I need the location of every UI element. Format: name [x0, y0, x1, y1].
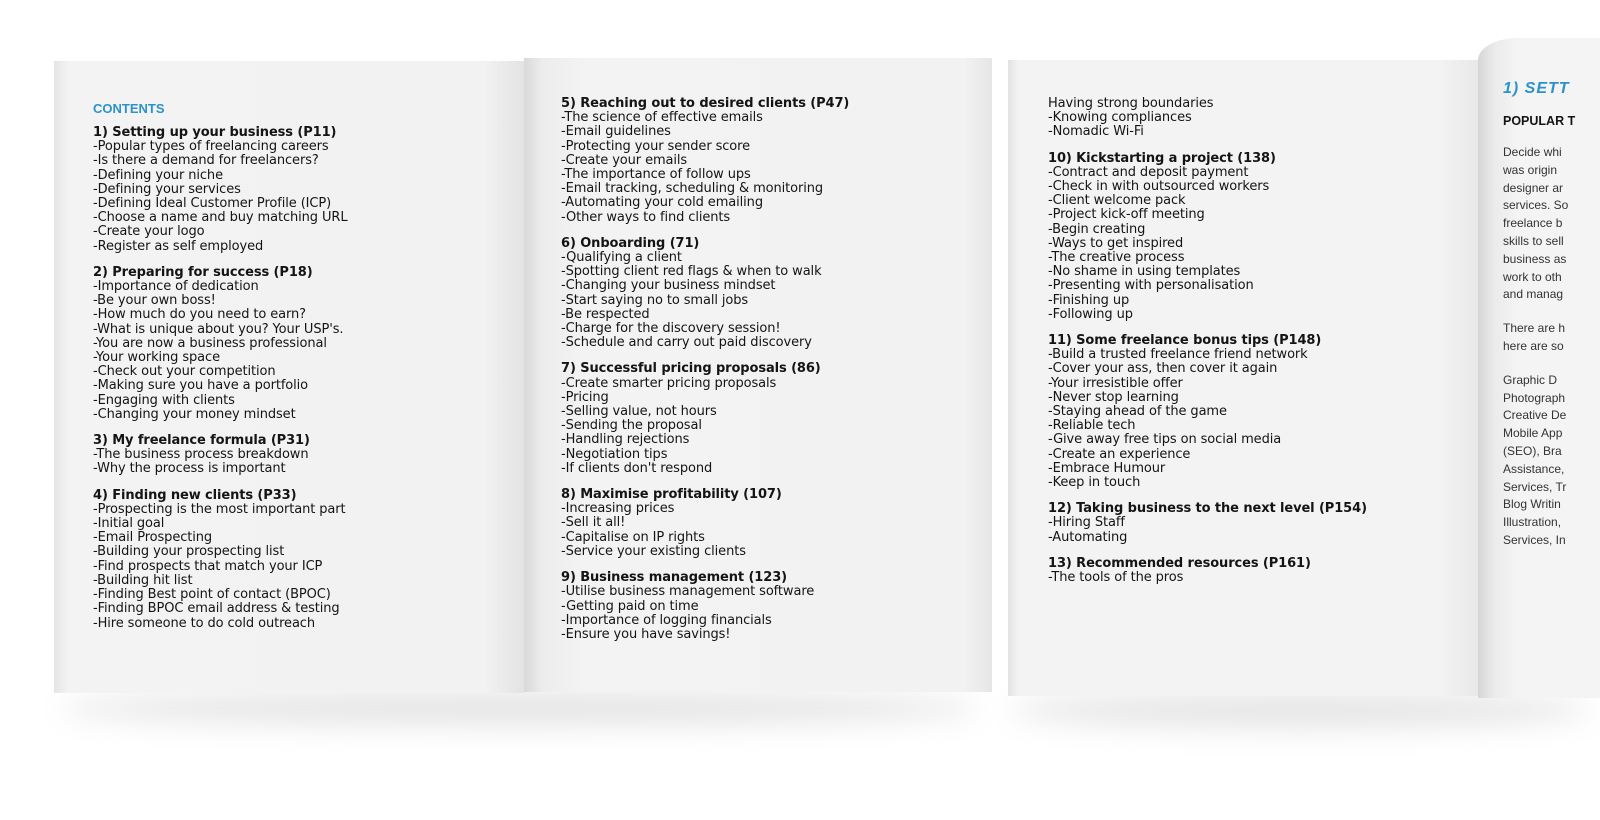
- toc-item: -Email guidelines: [561, 124, 671, 140]
- toc-item: -Importance of logging financials: [561, 612, 772, 628]
- toc-item: -Finishing up: [1048, 292, 1130, 308]
- chapter-paragraph: [1503, 144, 1575, 304]
- chapter-text-column: [1503, 80, 1575, 550]
- toc-item: Having strong boundaries: [1048, 96, 1214, 111]
- toc-item: -Email Prospecting: [93, 530, 213, 546]
- paragraph-line: Graphic D: [1503, 372, 1558, 387]
- toc-item: -Handling rejections: [561, 432, 690, 448]
- toc-item: -No shame in using templates: [1048, 264, 1241, 280]
- toc-item: -Give away free tips on social media: [1048, 432, 1282, 448]
- toc-item: -Hiring Staff: [1048, 515, 1125, 531]
- toc-item: -Check out your competition: [93, 364, 276, 380]
- toc-item: -Cover your ass, then cover it again: [1048, 361, 1278, 377]
- toc-item: -Email tracking, scheduling & monitoring: [561, 181, 824, 197]
- paragraph-line: work to oth: [1503, 269, 1562, 284]
- paragraph-line: here are so: [1503, 338, 1564, 353]
- section-heading: 10) Kickstarting a project (138): [1048, 150, 1276, 166]
- toc-item: -Is there a demand for freelancers?: [93, 153, 319, 169]
- toc-item: -Initial goal: [93, 516, 165, 532]
- paragraph-line: business as: [1503, 251, 1567, 266]
- toc-item: -Sending the proposal: [561, 418, 702, 434]
- chapter-page-cropped: [1478, 38, 1600, 698]
- paragraph-line: freelance b: [1503, 216, 1563, 231]
- toc-item: -Building hit list: [93, 572, 193, 588]
- toc-item: -The tools of the pros: [1048, 570, 1184, 586]
- toc-item: -Qualifying a client: [561, 250, 682, 266]
- toc-item: -Defining your services: [93, 181, 241, 197]
- toc-page-continued: [1008, 60, 1478, 696]
- section-gap: [1048, 140, 1367, 152]
- toc-item: -Getting paid on time: [561, 598, 699, 614]
- toc-item: -Defining Ideal Customer Profile (ICP): [93, 196, 332, 212]
- toc-item: -Automating your cold emailing: [561, 195, 763, 211]
- toc-item: -Hire someone to do cold outreach: [93, 615, 315, 631]
- toc-item: -Knowing compliances: [1048, 110, 1192, 126]
- toc-item: -If clients don't respond: [561, 460, 713, 476]
- toc-item: -Embrace Humour: [1048, 460, 1166, 476]
- toc-item: -Reliable tech: [1048, 418, 1136, 434]
- toc-item: -Staying ahead of the game: [1048, 404, 1227, 420]
- toc-item: -Protecting your sender score: [561, 138, 751, 154]
- toc-item: -Finding BPOC email address & testing: [93, 601, 340, 617]
- contents-label: CONTENTS: [93, 101, 165, 116]
- section-heading: 13) Recommended resources (P161): [1048, 555, 1311, 571]
- section-heading: 12) Taking business to the next level (P154): [1048, 501, 1367, 517]
- toc-item: -You are now a business professional: [93, 335, 327, 351]
- toc-item: -Ensure you have savings!: [561, 626, 731, 642]
- section-heading: 6) Onboarding (71): [561, 235, 700, 251]
- toc-item: -Contract and deposit payment: [1048, 164, 1249, 180]
- paragraph-line: designer ar: [1503, 180, 1564, 195]
- section-heading: 4) Finding new clients (P33): [93, 487, 297, 503]
- toc-item: -Following up: [1048, 306, 1133, 322]
- section-heading: 11) Some freelance bonus tips (P148): [1048, 333, 1322, 349]
- toc-item: -Ways to get inspired: [1048, 235, 1184, 251]
- chapter-heading: 1) SETT: [1503, 80, 1570, 97]
- toc-item: -Begin creating: [1048, 221, 1146, 237]
- toc-item: -Your working space: [93, 350, 220, 366]
- toc-item: -Pricing: [561, 389, 609, 405]
- paragraph-line: There are h: [1503, 321, 1566, 336]
- toc-item: -Nomadic Wi-Fi: [1048, 124, 1144, 140]
- toc-item: -Presenting with personalisation: [1048, 278, 1254, 294]
- toc-item: -Popular types of freelancing careers: [93, 139, 329, 155]
- book-shadow-left: [60, 690, 980, 726]
- toc-item: -Sell it all!: [561, 515, 626, 531]
- toc-item: -Selling value, not hours: [561, 404, 717, 420]
- toc-item: -Engaging with clients: [93, 392, 235, 408]
- toc-item: -Build a trusted freelance friend network: [1048, 347, 1308, 363]
- toc-item: -Create an experience: [1048, 446, 1191, 462]
- toc-item: -How much do you need to earn?: [93, 307, 306, 323]
- toc-item: -Schedule and carry out paid discovery: [561, 335, 812, 351]
- toc-item: -Finding Best point of contact (BPOC): [93, 587, 331, 603]
- paragraph-line: was origin: [1503, 162, 1558, 177]
- toc-item: -Charge for the discovery session!: [561, 321, 781, 337]
- toc-item: -Your irresistible offer: [1048, 375, 1183, 391]
- paragraph-line: Mobile App: [1503, 426, 1563, 441]
- paragraph-line: Services, Tr: [1503, 479, 1567, 494]
- toc-item: -Never stop learning: [1048, 389, 1179, 405]
- section-heading: 5) Reaching out to desired clients (P47): [561, 96, 850, 111]
- toc-page-right: [524, 58, 992, 692]
- toc-item: -Making sure you have a portfolio: [93, 378, 309, 394]
- toc-item: -Check in with outsourced workers: [1048, 179, 1270, 195]
- paragraph-line: Services, In: [1503, 532, 1566, 547]
- toc-item: -Choose a name and buy matching URL: [93, 210, 348, 226]
- toc-item: -Changing your business mindset: [561, 278, 776, 294]
- toc-item: -Register as self employed: [93, 238, 264, 254]
- section-heading: 2) Preparing for success (P18): [93, 264, 313, 280]
- toc-item: -Be respected: [561, 306, 650, 322]
- paragraph-line: skills to sell: [1503, 233, 1564, 248]
- toc-column: [93, 101, 347, 631]
- paragraph-line: Photograph: [1503, 390, 1566, 405]
- toc-page-left: [54, 61, 524, 693]
- paragraph-line: Decide whi: [1503, 145, 1562, 159]
- toc-item: -Why the process is important: [93, 461, 286, 477]
- toc-column: [1048, 97, 1367, 585]
- paragraph-line: Illustration,: [1503, 515, 1562, 530]
- toc-item: -Defining your niche: [93, 167, 223, 183]
- toc-item: -Project kick-off meeting: [1048, 207, 1205, 223]
- section-heading: 9) Business management (123): [561, 570, 787, 586]
- toc-item: -Utilise business management software: [561, 584, 815, 600]
- toc-item: -Building your prospecting list: [93, 544, 285, 560]
- toc-item: -Importance of dedication: [93, 279, 259, 295]
- chapter-paragraph: [1503, 320, 1575, 356]
- section-heading: 8) Maximise profitability (107): [561, 487, 782, 503]
- paragraph-line: Blog Writin: [1503, 497, 1561, 512]
- toc-item: -Be your own boss!: [93, 293, 216, 309]
- toc-item: -Create your logo: [93, 224, 205, 240]
- section-heading: 1) Setting up your business (P11): [93, 125, 337, 140]
- toc-item: -Find prospects that match your ICP: [93, 558, 323, 574]
- paragraph-line: Assistance,: [1503, 461, 1565, 476]
- toc-item: -The importance of follow ups: [561, 167, 751, 183]
- toc-item: -Automating: [1048, 529, 1128, 545]
- toc-item: -The creative process: [1048, 250, 1185, 266]
- toc-item: -Other ways to find clients: [561, 209, 731, 225]
- toc-item: -The science of effective emails: [561, 110, 763, 126]
- toc-item: -The business process breakdown: [93, 447, 309, 463]
- paragraph-line: services. So: [1503, 198, 1569, 213]
- toc-item: -Spotting client red flags & when to walk: [561, 264, 822, 280]
- toc-item: -Increasing prices: [561, 501, 675, 517]
- toc-item: -Changing your money mindset: [93, 406, 296, 422]
- toc-item: -Client welcome pack: [1048, 193, 1186, 209]
- toc-item: -Create smarter pricing proposals: [561, 375, 777, 391]
- toc-item: -Capitalise on IP rights: [561, 529, 705, 545]
- toc-item: -Prospecting is the most important part: [93, 501, 346, 517]
- toc-item: -Keep in touch: [1048, 475, 1141, 491]
- paragraph-line: Creative De: [1503, 408, 1567, 423]
- toc-item: -Start saying no to small jobs: [561, 292, 749, 308]
- toc-item: -Create your emails: [561, 152, 688, 168]
- section-heading: 3) My freelance formula (P31): [93, 433, 310, 449]
- paragraph-line: (SEO), Bra: [1503, 443, 1562, 458]
- section-gap: [93, 477, 347, 489]
- toc-item: -Service your existing clients: [561, 543, 746, 559]
- toc-item: -What is unique about you? Your USP's.: [93, 321, 344, 337]
- section-heading: 7) Successful pricing proposals (86): [561, 361, 821, 377]
- paragraph-line: and manag: [1503, 287, 1564, 302]
- toc-item: -Negotiation tips: [561, 446, 668, 462]
- chapter-subheading: POPULAR T: [1503, 114, 1576, 128]
- toc-column: [561, 97, 849, 642]
- chapter-paragraph: [1503, 372, 1575, 550]
